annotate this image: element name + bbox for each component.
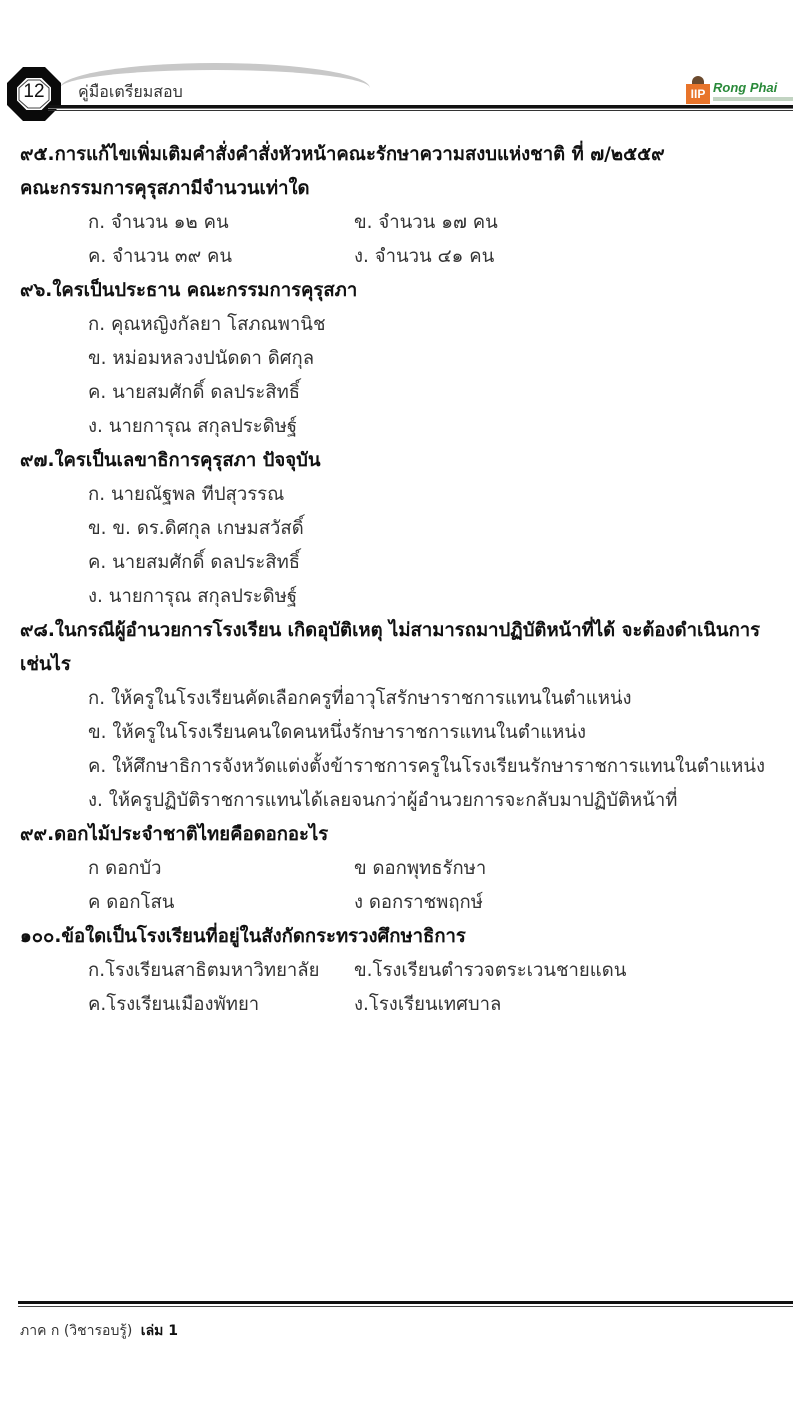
question-text: ๑๐๐.ข้อใดเป็นโรงเรียนที่อยู่ในสังกัดกระทรวงศึกษาธิการ — [20, 926, 466, 947]
option-a: ก. ให้ครูในโรงเรียนคัดเลือกครูที่อาวุโสรักษาราชการแทนในตำแหน่ง — [88, 688, 632, 709]
options — [20, 308, 790, 444]
option-a: ก. คุณหญิงกัลยา โสภณพานิช — [88, 314, 326, 335]
logo-mark: IIP — [686, 84, 710, 104]
option-b: ข.โรงเรียนตำรวจตระเวนชายแดน — [354, 960, 627, 981]
options — [20, 478, 790, 614]
question-98 — [20, 614, 790, 818]
question-text-cont: เช่นไร — [20, 654, 71, 675]
option-d: ง ดอกราชพฤกษ์ — [354, 892, 483, 913]
question-95 — [20, 138, 790, 274]
page-number-badge — [6, 66, 62, 122]
option-d: ง.โรงเรียนเทศบาล — [354, 994, 502, 1015]
option-c: ค.โรงเรียนเมืองพัทยา — [88, 994, 260, 1015]
logo-subcaption — [713, 97, 793, 101]
question-100 — [20, 920, 790, 1022]
header-rule-thin — [48, 110, 793, 111]
question-text: ๙๙.ดอกไม้ประจำชาติไทยคือดอกอะไร — [20, 824, 329, 845]
header-rule — [48, 105, 793, 109]
question-97 — [20, 444, 790, 614]
option-d: ง. ให้ครูปฏิบัติราชการแทนได้เลยจนกว่าผู้อำนวยการจะกลับมาปฏิบัติหน้าที่ — [88, 790, 678, 811]
option-c: ค. ให้ศึกษาธิการจังหวัดแต่งตั้งข้าราชการครูในโรงเรียนรักษาราชการแทนในตำแหน่ง — [88, 756, 766, 777]
option-d: ง. นายการุณ สกุลประดิษฐ์ — [88, 416, 298, 437]
page-footer — [20, 1320, 178, 1342]
option-d: ง. จำนวน ๔๑ คน — [354, 246, 495, 267]
question-text: ๙๖.ใครเป็นประธาน คณะกรรมการคุรุสภา — [20, 280, 358, 301]
option-d: ง. นายการุณ สกุลประดิษฐ์ — [88, 586, 298, 607]
options — [20, 852, 790, 920]
logo-text: Rong Phai — [713, 80, 778, 95]
footer-rule-thin — [18, 1306, 793, 1307]
footer-volume: เล่ม 1 — [140, 1323, 178, 1339]
book-title: คู่มือเตรียมสอบ — [78, 82, 183, 101]
footer-section: ภาค ก (วิชารอบรู้) — [20, 1323, 133, 1339]
question-99 — [20, 818, 790, 920]
option-c: ค. นายสมศักดิ์ ดลประสิทธิ์ — [88, 382, 301, 403]
option-b: ข. ให้ครูในโรงเรียนคนใดคนหนึ่งรักษาราชการแทนในตำแหน่ง — [88, 722, 587, 743]
option-a: ก. นายณัฐพล ทีปสุวรรณ — [88, 484, 285, 505]
option-b: ข. หม่อมหลวงปนัดดา ดิศกุล — [88, 348, 315, 369]
option-a: ก.โรงเรียนสาธิตมหาวิทยาลัย — [88, 960, 320, 981]
options — [20, 206, 790, 274]
options — [20, 682, 790, 818]
option-b: ข. จำนวน ๑๗ คน — [354, 212, 498, 233]
option-b: ข ดอกพุทธรักษา — [354, 858, 487, 879]
footer-rule — [18, 1301, 793, 1304]
option-c: ค. นายสมศักดิ์ ดลประสิทธิ์ — [88, 552, 301, 573]
question-text: ๙๘.ในกรณีผู้อำนวยการโรงเรียน เกิดอุบัติเหตุ ไม่สามารถมาปฏิบัติหน้าที่ได้ จะต้องดำเนินการ — [20, 620, 761, 641]
option-a: ก. จำนวน ๑๒ คน — [88, 212, 229, 233]
option-c: ค. จำนวน ๓๙ คน — [88, 246, 233, 267]
question-text: ๙๕.การแก้ไขเพิ่มเติมคำสั่งคำสั่งหัวหน้าคณะรักษาความสงบแห่งชาติ ที่ ๗/๒๕๕๙ — [20, 144, 665, 165]
option-c: ค ดอกโสน — [88, 892, 175, 913]
publisher-logo — [686, 76, 796, 106]
question-text-cont: คณะกรรมการคุรุสภามีจำนวนเท่าใด — [20, 178, 310, 199]
option-a: ก ดอกบัว — [88, 858, 162, 879]
page-number: 12 — [23, 81, 45, 102]
page-header — [0, 0, 800, 125]
options — [20, 954, 790, 1022]
question-text: ๙๗.ใครเป็นเลขาธิการคุรุสภา ปัจจุบัน — [20, 450, 321, 471]
question-list — [20, 138, 790, 1022]
question-96 — [20, 274, 790, 444]
option-b: ข. ข. ดร.ดิศกุล เกษมสวัสดิ์ — [88, 518, 304, 539]
